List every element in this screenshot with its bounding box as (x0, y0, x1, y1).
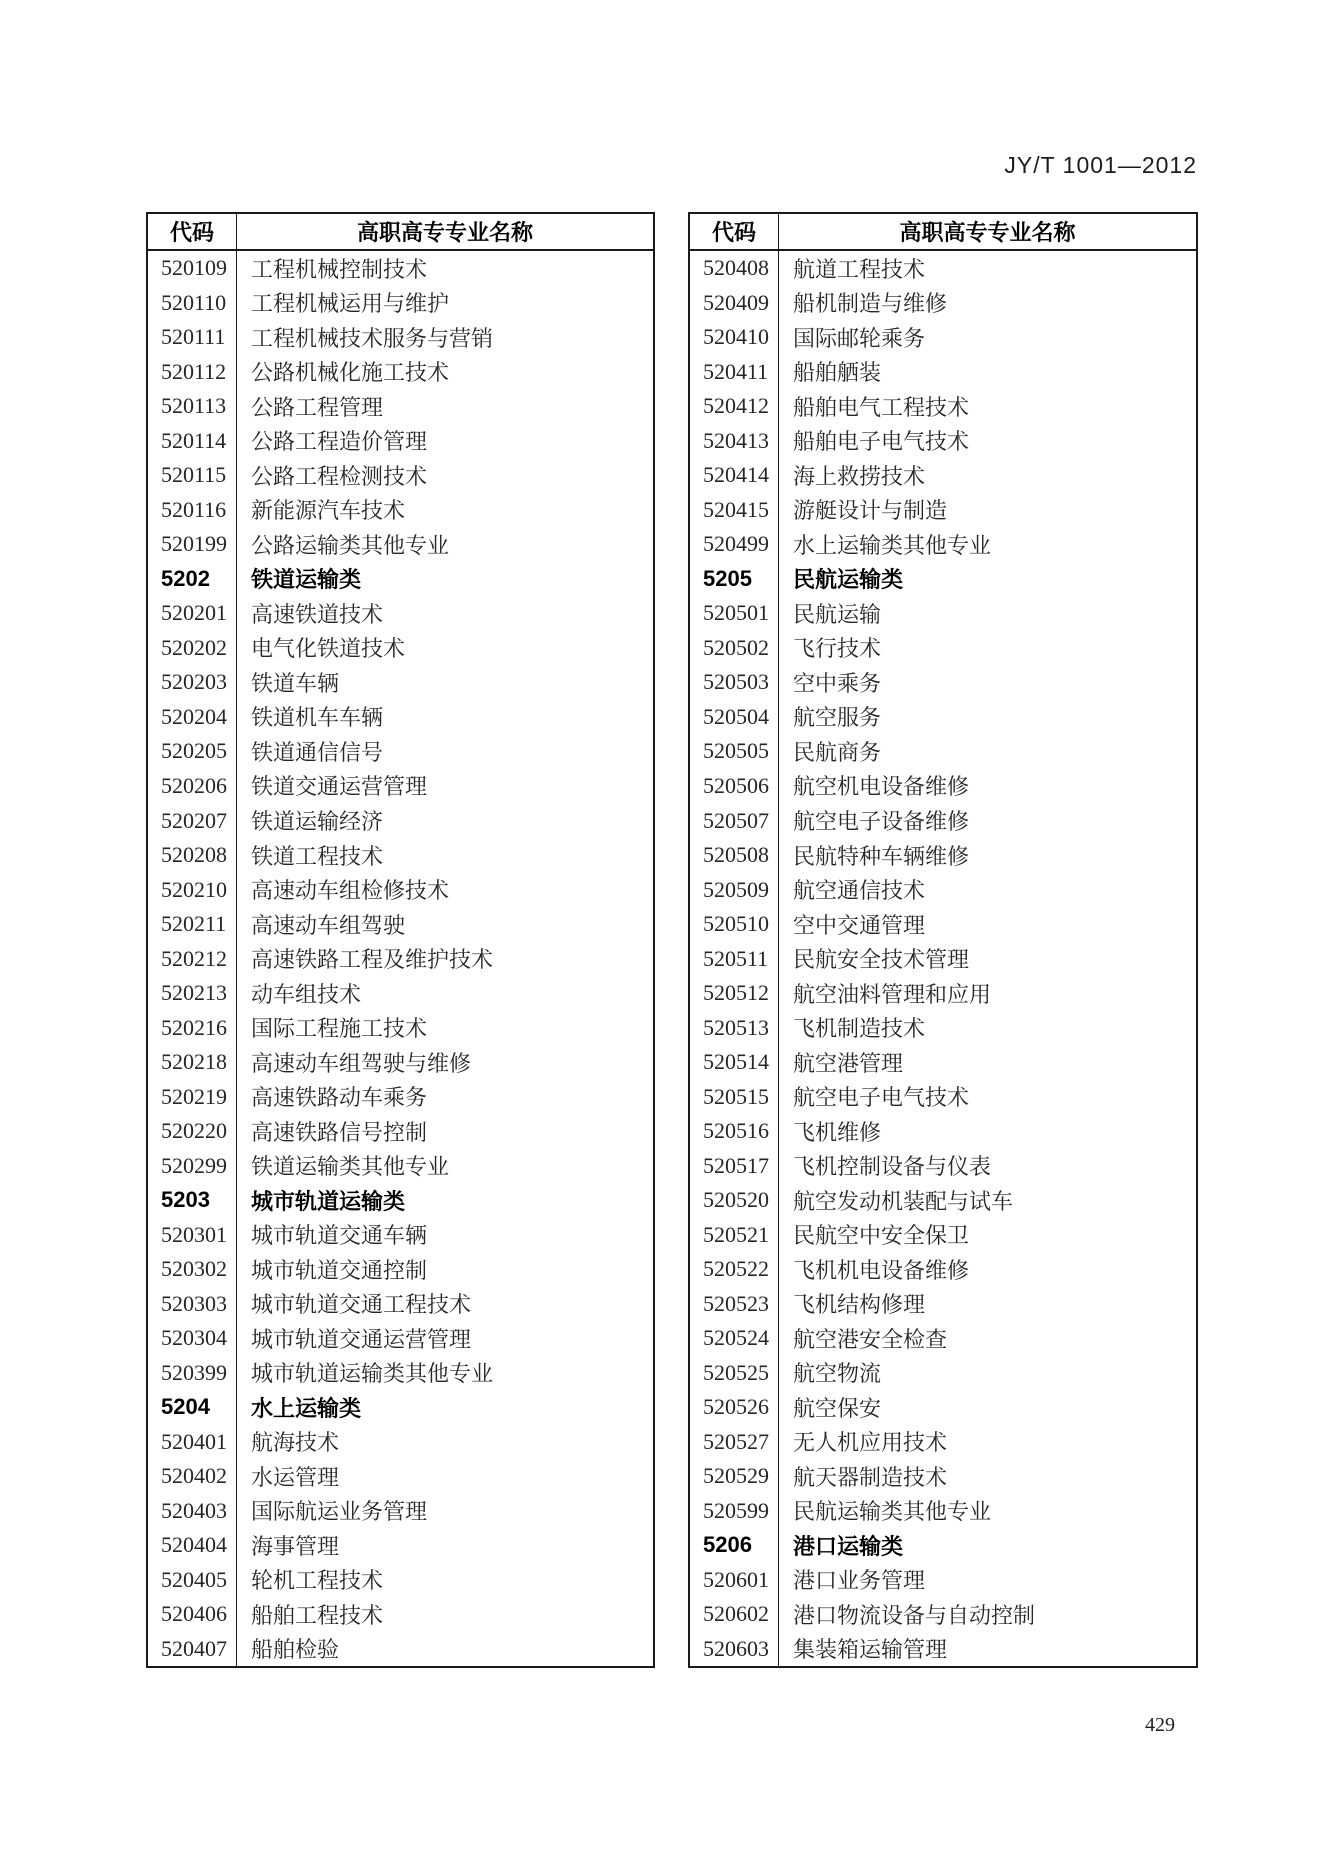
code-cell: 520601 (690, 1563, 779, 1598)
major-name-cell: 城市轨道交通车辆 (251, 1223, 428, 1249)
table-row (690, 424, 1196, 459)
major-name-cell: 工程机械控制技术 (251, 256, 428, 282)
table-row (690, 1321, 1196, 1356)
table-header-row (148, 214, 653, 251)
table-body (690, 251, 1196, 1666)
major-name-cell: 航海技术 (251, 1430, 340, 1456)
major-name-cell: 航道工程技术 (793, 256, 926, 282)
major-name-cell: 民航特种车辆维修 (793, 843, 970, 869)
major-name-cell: 工程机械技术服务与营销 (251, 325, 494, 351)
code-cell: 520413 (690, 424, 779, 459)
table-row (690, 286, 1196, 321)
code-cell: 520522 (690, 1252, 779, 1287)
major-name-cell: 船舶电气工程技术 (793, 394, 970, 420)
table-row (690, 493, 1196, 528)
majors-table-left (146, 212, 655, 1668)
table-row (690, 1217, 1196, 1252)
code-cell: 520409 (690, 286, 779, 321)
major-name-cell: 铁道机车车辆 (251, 705, 384, 731)
table-row (690, 320, 1196, 355)
major-name-cell: 飞机结构修理 (793, 1292, 926, 1318)
table-row (690, 1356, 1196, 1391)
table-row (690, 1459, 1196, 1494)
code-cell: 520408 (690, 251, 779, 286)
code-cell: 520115 (148, 458, 237, 493)
table-row (690, 1114, 1196, 1149)
code-cell: 520203 (148, 665, 237, 700)
major-name-cell: 航空电子电气技术 (793, 1085, 970, 1111)
major-name-cell: 港口物流设备与自动控制 (793, 1602, 1036, 1628)
code-cell: 520513 (690, 1010, 779, 1045)
major-name-cell: 国际工程施工技术 (251, 1016, 428, 1042)
table-row (690, 1425, 1196, 1460)
code-cell: 520525 (690, 1356, 779, 1391)
table-row (148, 872, 653, 907)
code-cell: 520521 (690, 1217, 779, 1252)
major-name-cell: 公路机械化施工技术 (251, 360, 450, 386)
major-name-cell: 铁道运输类其他专业 (251, 1154, 450, 1180)
table-row (690, 838, 1196, 873)
major-name-column-header: 高职高专专业名称 (356, 220, 533, 245)
table-row (690, 389, 1196, 424)
major-name-cell: 民航运输类其他专业 (793, 1499, 992, 1525)
code-cell: 520204 (148, 700, 237, 735)
table-row (148, 1425, 653, 1460)
table-row (148, 838, 653, 873)
code-cell: 520210 (148, 872, 237, 907)
table-row (690, 1494, 1196, 1529)
code-cell: 520301 (148, 1217, 237, 1252)
table-row (148, 424, 653, 459)
table-row (690, 596, 1196, 631)
table-row (148, 769, 653, 804)
major-name-cell: 高速动车组驾驶与维修 (251, 1050, 472, 1076)
code-cell: 5206 (690, 1528, 779, 1563)
table-row (148, 1252, 653, 1287)
code-cell: 520506 (690, 769, 779, 804)
code-cell: 520401 (148, 1425, 237, 1460)
table-row (148, 631, 653, 666)
major-name-cell: 电气化铁道技术 (251, 636, 406, 662)
code-cell: 520303 (148, 1286, 237, 1321)
code-cell: 520302 (148, 1252, 237, 1287)
major-name-cell: 飞机制造技术 (793, 1016, 926, 1042)
table-row (148, 700, 653, 735)
major-name-cell: 船机制造与维修 (793, 291, 948, 317)
major-name-cell: 民航空中安全保卫 (793, 1223, 970, 1249)
table-row (690, 872, 1196, 907)
code-cell: 520510 (690, 907, 779, 942)
major-name-cell: 航空电子设备维修 (793, 809, 970, 834)
table-row (148, 1632, 653, 1667)
code-cell: 520212 (148, 941, 237, 976)
code-cell: 520206 (148, 769, 237, 804)
code-cell: 520602 (690, 1597, 779, 1632)
table-row (148, 1286, 653, 1321)
major-name-cell: 新能源汽车技术 (251, 498, 406, 524)
table-row (690, 251, 1196, 286)
code-cell: 520109 (148, 251, 237, 286)
table-row (148, 941, 653, 976)
table-row (690, 665, 1196, 700)
code-cell: 520403 (148, 1494, 237, 1529)
code-cell: 520207 (148, 803, 237, 838)
table-row (690, 907, 1196, 942)
code-cell: 520208 (148, 838, 237, 873)
major-name-cell: 国际邮轮乘务 (793, 325, 926, 351)
table-row (148, 1010, 653, 1045)
code-cell: 520219 (148, 1079, 237, 1114)
major-name-cell: 船舶电子电气技术 (793, 429, 970, 455)
major-name-cell: 飞机维修 (793, 1119, 882, 1145)
major-name-cell: 航天器制造技术 (793, 1464, 948, 1490)
major-name-cell: 高速动车组驾驶 (251, 912, 406, 938)
table-row (690, 527, 1196, 562)
major-name-cell: 飞机机电设备维修 (793, 1257, 970, 1283)
code-column-header: 代码 (148, 214, 237, 249)
category-row (690, 1528, 1196, 1563)
major-name-cell: 船舶检验 (251, 1637, 340, 1663)
table-row (690, 803, 1196, 838)
table-row (148, 286, 653, 321)
table-row (148, 907, 653, 942)
code-cell: 520514 (690, 1045, 779, 1080)
major-name-cell: 水上运输类其他专业 (793, 532, 992, 558)
code-cell: 520213 (148, 976, 237, 1011)
major-name-cell: 航空通信技术 (793, 878, 926, 904)
major-name-cell: 航空港管理 (793, 1050, 904, 1076)
major-name-cell: 海事管理 (251, 1533, 340, 1559)
code-cell: 5205 (690, 562, 779, 597)
major-name-cell: 铁道运输类 (251, 567, 362, 593)
table-row (690, 1390, 1196, 1425)
major-name-cell: 公路工程造价管理 (251, 429, 428, 455)
major-name-cell: 船舶舾装 (793, 360, 882, 386)
major-name-cell: 水运管理 (251, 1464, 340, 1490)
code-column-header: 代码 (690, 214, 779, 249)
code-cell: 520412 (690, 389, 779, 424)
major-name-cell: 民航运输类 (793, 567, 904, 593)
code-cell: 520402 (148, 1459, 237, 1494)
code-cell: 520205 (148, 734, 237, 769)
major-name-cell: 城市轨道运输类其他专业 (251, 1361, 494, 1387)
major-name-cell: 航空机电设备维修 (793, 774, 970, 800)
major-name-cell: 铁道通信信号 (251, 739, 384, 765)
code-cell: 520603 (690, 1632, 779, 1667)
table-row (148, 458, 653, 493)
table-row (690, 1597, 1196, 1632)
code-cell: 520501 (690, 596, 779, 631)
major-name-cell: 集装箱运输管理 (793, 1637, 948, 1663)
code-cell: 520599 (690, 1494, 779, 1529)
major-name-cell: 高速铁路动车乘务 (251, 1085, 428, 1111)
code-cell: 520304 (148, 1321, 237, 1356)
code-cell: 520509 (690, 872, 779, 907)
code-cell: 520511 (690, 941, 779, 976)
major-name-cell: 高速铁路工程及维护技术 (251, 947, 494, 973)
table-row (148, 251, 653, 286)
table-row (148, 1528, 653, 1563)
major-name-cell: 港口运输类 (793, 1533, 904, 1559)
table-row (690, 734, 1196, 769)
table-row (690, 1563, 1196, 1598)
page-number: 429 (1145, 1714, 1175, 1736)
table-body (148, 251, 653, 1666)
table-row (690, 631, 1196, 666)
table-row (148, 1114, 653, 1149)
table-row (148, 1459, 653, 1494)
code-cell: 520505 (690, 734, 779, 769)
code-cell: 5202 (148, 562, 237, 597)
code-cell: 520502 (690, 631, 779, 666)
major-name-cell: 民航商务 (793, 739, 882, 765)
majors-table-right (688, 212, 1198, 1668)
major-name-cell: 无人机应用技术 (793, 1430, 948, 1456)
major-name-cell: 轮机工程技术 (251, 1568, 384, 1594)
code-cell: 520499 (690, 527, 779, 562)
code-cell: 520216 (148, 1010, 237, 1045)
major-name-cell: 航空发动机装配与试车 (793, 1188, 1014, 1214)
major-name-cell: 铁道运输经济 (251, 809, 384, 834)
major-name-cell: 国际航运业务管理 (251, 1499, 428, 1525)
major-name-cell: 航空物流 (793, 1361, 882, 1387)
major-name-cell: 公路运输类其他专业 (251, 532, 450, 558)
table-row (690, 1010, 1196, 1045)
table-row (690, 1183, 1196, 1218)
standard-number: JY/T 1001—2012 (1004, 152, 1197, 178)
code-cell: 520414 (690, 458, 779, 493)
code-cell: 520110 (148, 286, 237, 321)
major-name-cell: 水上运输类 (251, 1395, 362, 1421)
major-name-cell: 港口业务管理 (793, 1568, 926, 1594)
major-name-cell: 海上救捞技术 (793, 463, 926, 489)
code-cell: 5203 (148, 1183, 237, 1218)
table-row (690, 458, 1196, 493)
major-name-cell: 飞行技术 (793, 636, 882, 662)
table-row (690, 1252, 1196, 1287)
code-cell: 520202 (148, 631, 237, 666)
major-name-cell: 航空保安 (793, 1395, 882, 1421)
table-row (690, 1632, 1196, 1667)
major-name-cell: 工程机械运用与维护 (251, 291, 450, 317)
table-header-row (690, 214, 1196, 251)
code-cell: 520411 (690, 355, 779, 390)
table-row (690, 355, 1196, 390)
code-cell: 5204 (148, 1390, 237, 1425)
category-row (148, 1183, 653, 1218)
table-row (690, 941, 1196, 976)
code-cell: 520114 (148, 424, 237, 459)
major-name-cell: 航空港安全检查 (793, 1326, 948, 1352)
table-row (148, 1321, 653, 1356)
category-row (690, 562, 1196, 597)
code-cell: 520515 (690, 1079, 779, 1114)
table-row (148, 976, 653, 1011)
code-cell: 520504 (690, 700, 779, 735)
major-name-cell: 高速动车组检修技术 (251, 878, 450, 904)
category-row (148, 1390, 653, 1425)
code-cell: 520211 (148, 907, 237, 942)
code-cell: 520523 (690, 1286, 779, 1321)
major-name-cell: 民航运输 (793, 601, 882, 627)
code-cell: 520507 (690, 803, 779, 838)
table-row (148, 803, 653, 838)
table-row (148, 1563, 653, 1598)
code-cell: 520529 (690, 1459, 779, 1494)
table-row (148, 320, 653, 355)
code-cell: 520524 (690, 1321, 779, 1356)
major-name-cell: 航空服务 (793, 705, 882, 731)
code-cell: 520299 (148, 1148, 237, 1183)
major-name-cell: 铁道车辆 (251, 670, 340, 696)
table-row (690, 769, 1196, 804)
code-cell: 520410 (690, 320, 779, 355)
table-row (690, 700, 1196, 735)
code-cell: 520116 (148, 493, 237, 528)
major-name-cell: 游艇设计与制造 (793, 498, 948, 524)
table-row (690, 976, 1196, 1011)
code-cell: 520512 (690, 976, 779, 1011)
code-cell: 520503 (690, 665, 779, 700)
table-row (690, 1045, 1196, 1080)
code-cell: 520220 (148, 1114, 237, 1149)
table-row (148, 389, 653, 424)
major-name-cell: 民航安全技术管理 (793, 947, 970, 973)
table-row (148, 596, 653, 631)
major-name-cell: 航空油料管理和应用 (793, 981, 992, 1007)
code-cell: 520415 (690, 493, 779, 528)
code-cell: 520406 (148, 1597, 237, 1632)
code-cell: 520199 (148, 527, 237, 562)
major-name-cell: 空中交通管理 (793, 912, 926, 938)
code-cell: 520405 (148, 1563, 237, 1598)
table-row (148, 493, 653, 528)
major-name-cell: 高速铁道技术 (251, 601, 384, 627)
major-name-column-header: 高职高专专业名称 (899, 220, 1076, 245)
major-name-cell: 城市轨道交通控制 (251, 1257, 428, 1283)
major-name-cell: 铁道交通运营管理 (251, 774, 428, 800)
category-row (148, 562, 653, 597)
table-row (690, 1148, 1196, 1183)
code-cell: 520516 (690, 1114, 779, 1149)
major-name-cell: 铁道工程技术 (251, 843, 384, 869)
table-row (690, 1079, 1196, 1114)
code-cell: 520517 (690, 1148, 779, 1183)
table-row (148, 734, 653, 769)
table-row (148, 1079, 653, 1114)
code-cell: 520218 (148, 1045, 237, 1080)
table-row (148, 1356, 653, 1391)
code-cell: 520399 (148, 1356, 237, 1391)
major-name-cell: 空中乘务 (793, 670, 882, 696)
table-row (148, 1597, 653, 1632)
major-name-cell: 飞机控制设备与仪表 (793, 1154, 992, 1180)
code-cell: 520201 (148, 596, 237, 631)
code-cell: 520407 (148, 1632, 237, 1667)
table-row (148, 1045, 653, 1080)
table-row (148, 665, 653, 700)
major-name-cell: 公路工程检测技术 (251, 463, 428, 489)
code-cell: 520520 (690, 1183, 779, 1218)
major-name-cell: 公路工程管理 (251, 394, 384, 420)
major-name-cell: 城市轨道交通工程技术 (251, 1292, 472, 1318)
table-row (148, 527, 653, 562)
code-cell: 520527 (690, 1425, 779, 1460)
table-row (148, 355, 653, 390)
code-cell: 520508 (690, 838, 779, 873)
table-row (148, 1217, 653, 1252)
table-row (690, 1286, 1196, 1321)
table-row (148, 1494, 653, 1529)
code-cell: 520112 (148, 355, 237, 390)
table-row (148, 1148, 653, 1183)
major-name-cell: 高速铁路信号控制 (251, 1119, 428, 1145)
code-cell: 520113 (148, 389, 237, 424)
code-cell: 520111 (148, 320, 237, 355)
code-cell: 520526 (690, 1390, 779, 1425)
major-name-cell: 城市轨道运输类 (251, 1188, 406, 1214)
code-cell: 520404 (148, 1528, 237, 1563)
major-name-cell: 动车组技术 (251, 981, 362, 1007)
major-name-cell: 船舶工程技术 (251, 1602, 384, 1628)
major-name-cell: 城市轨道交通运营管理 (251, 1326, 472, 1352)
